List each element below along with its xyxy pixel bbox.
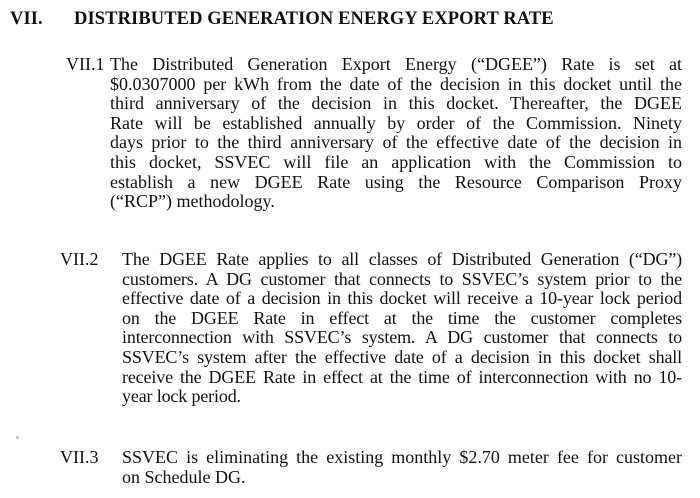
clause-body bbox=[110, 55, 682, 212]
clause-line: The DGEE Rate applies to all classes of Distributed Generation (“DG”) bbox=[122, 249, 682, 269]
clause-number: VII.3 bbox=[60, 447, 99, 467]
clause-vii-2 bbox=[60, 249, 682, 407]
clause-body bbox=[122, 448, 682, 487]
clause-vii-3 bbox=[60, 447, 682, 487]
clause-number: VII.2 bbox=[60, 249, 99, 269]
clause-line: interconnection with SSVEC’s system. A DG customer that connects to bbox=[122, 327, 682, 348]
clause-line: Rate will be established annually by order of the Commission. Ninety bbox=[110, 112, 682, 133]
clause-line: (“RCP”) methodology. bbox=[110, 191, 275, 212]
section-number: VII. bbox=[10, 9, 43, 29]
clause-line: year lock period. bbox=[122, 386, 241, 407]
clause-line: customers. A DG customer that connects to SSVEC’s system prior to the bbox=[122, 268, 682, 289]
clause-line: third anniversary of the decision in this docket. Thereafter, the DGEE bbox=[110, 93, 682, 114]
clause-line: on Schedule DG. bbox=[122, 466, 246, 487]
section-heading bbox=[10, 9, 554, 30]
clause-vii-1 bbox=[66, 55, 682, 212]
clause-line: receive the DGEE Rate in effect at the time of interconnection with no 10- bbox=[122, 366, 682, 387]
section-title: DISTRIBUTED GENERATION ENERGY EXPORT RATE bbox=[74, 9, 554, 29]
clause-line: days prior to the third anniversary of the effective date of the decision in bbox=[110, 132, 682, 153]
clause-number: VII.1 bbox=[66, 54, 105, 74]
clause-line: establish a new DGEE Rate using the Resource Comparison Proxy bbox=[110, 171, 682, 192]
clause-line: on the DGEE Rate in effect at the time the customer completes bbox=[122, 307, 682, 328]
clause-line: The Distributed Generation Export Energy (“DGEE”) Rate is set at bbox=[110, 54, 682, 74]
clause-line: SSVEC is eliminating the existing monthly $2.70 meter fee for customer bbox=[122, 447, 682, 467]
clause-line: SSVEC’s system after the effective date of a decision in this docket shall bbox=[122, 346, 682, 367]
clause-line: this docket, SSVEC will file an application with the Commission to bbox=[110, 151, 682, 172]
scan-speck bbox=[16, 436, 19, 439]
clause-line: effective date of a decision in this docket will receive a 10-year lock period bbox=[122, 288, 682, 309]
clause-body bbox=[122, 250, 682, 407]
clause-line: $0.0307000 per kWh from the date of the decision in this docket until the bbox=[110, 73, 682, 94]
